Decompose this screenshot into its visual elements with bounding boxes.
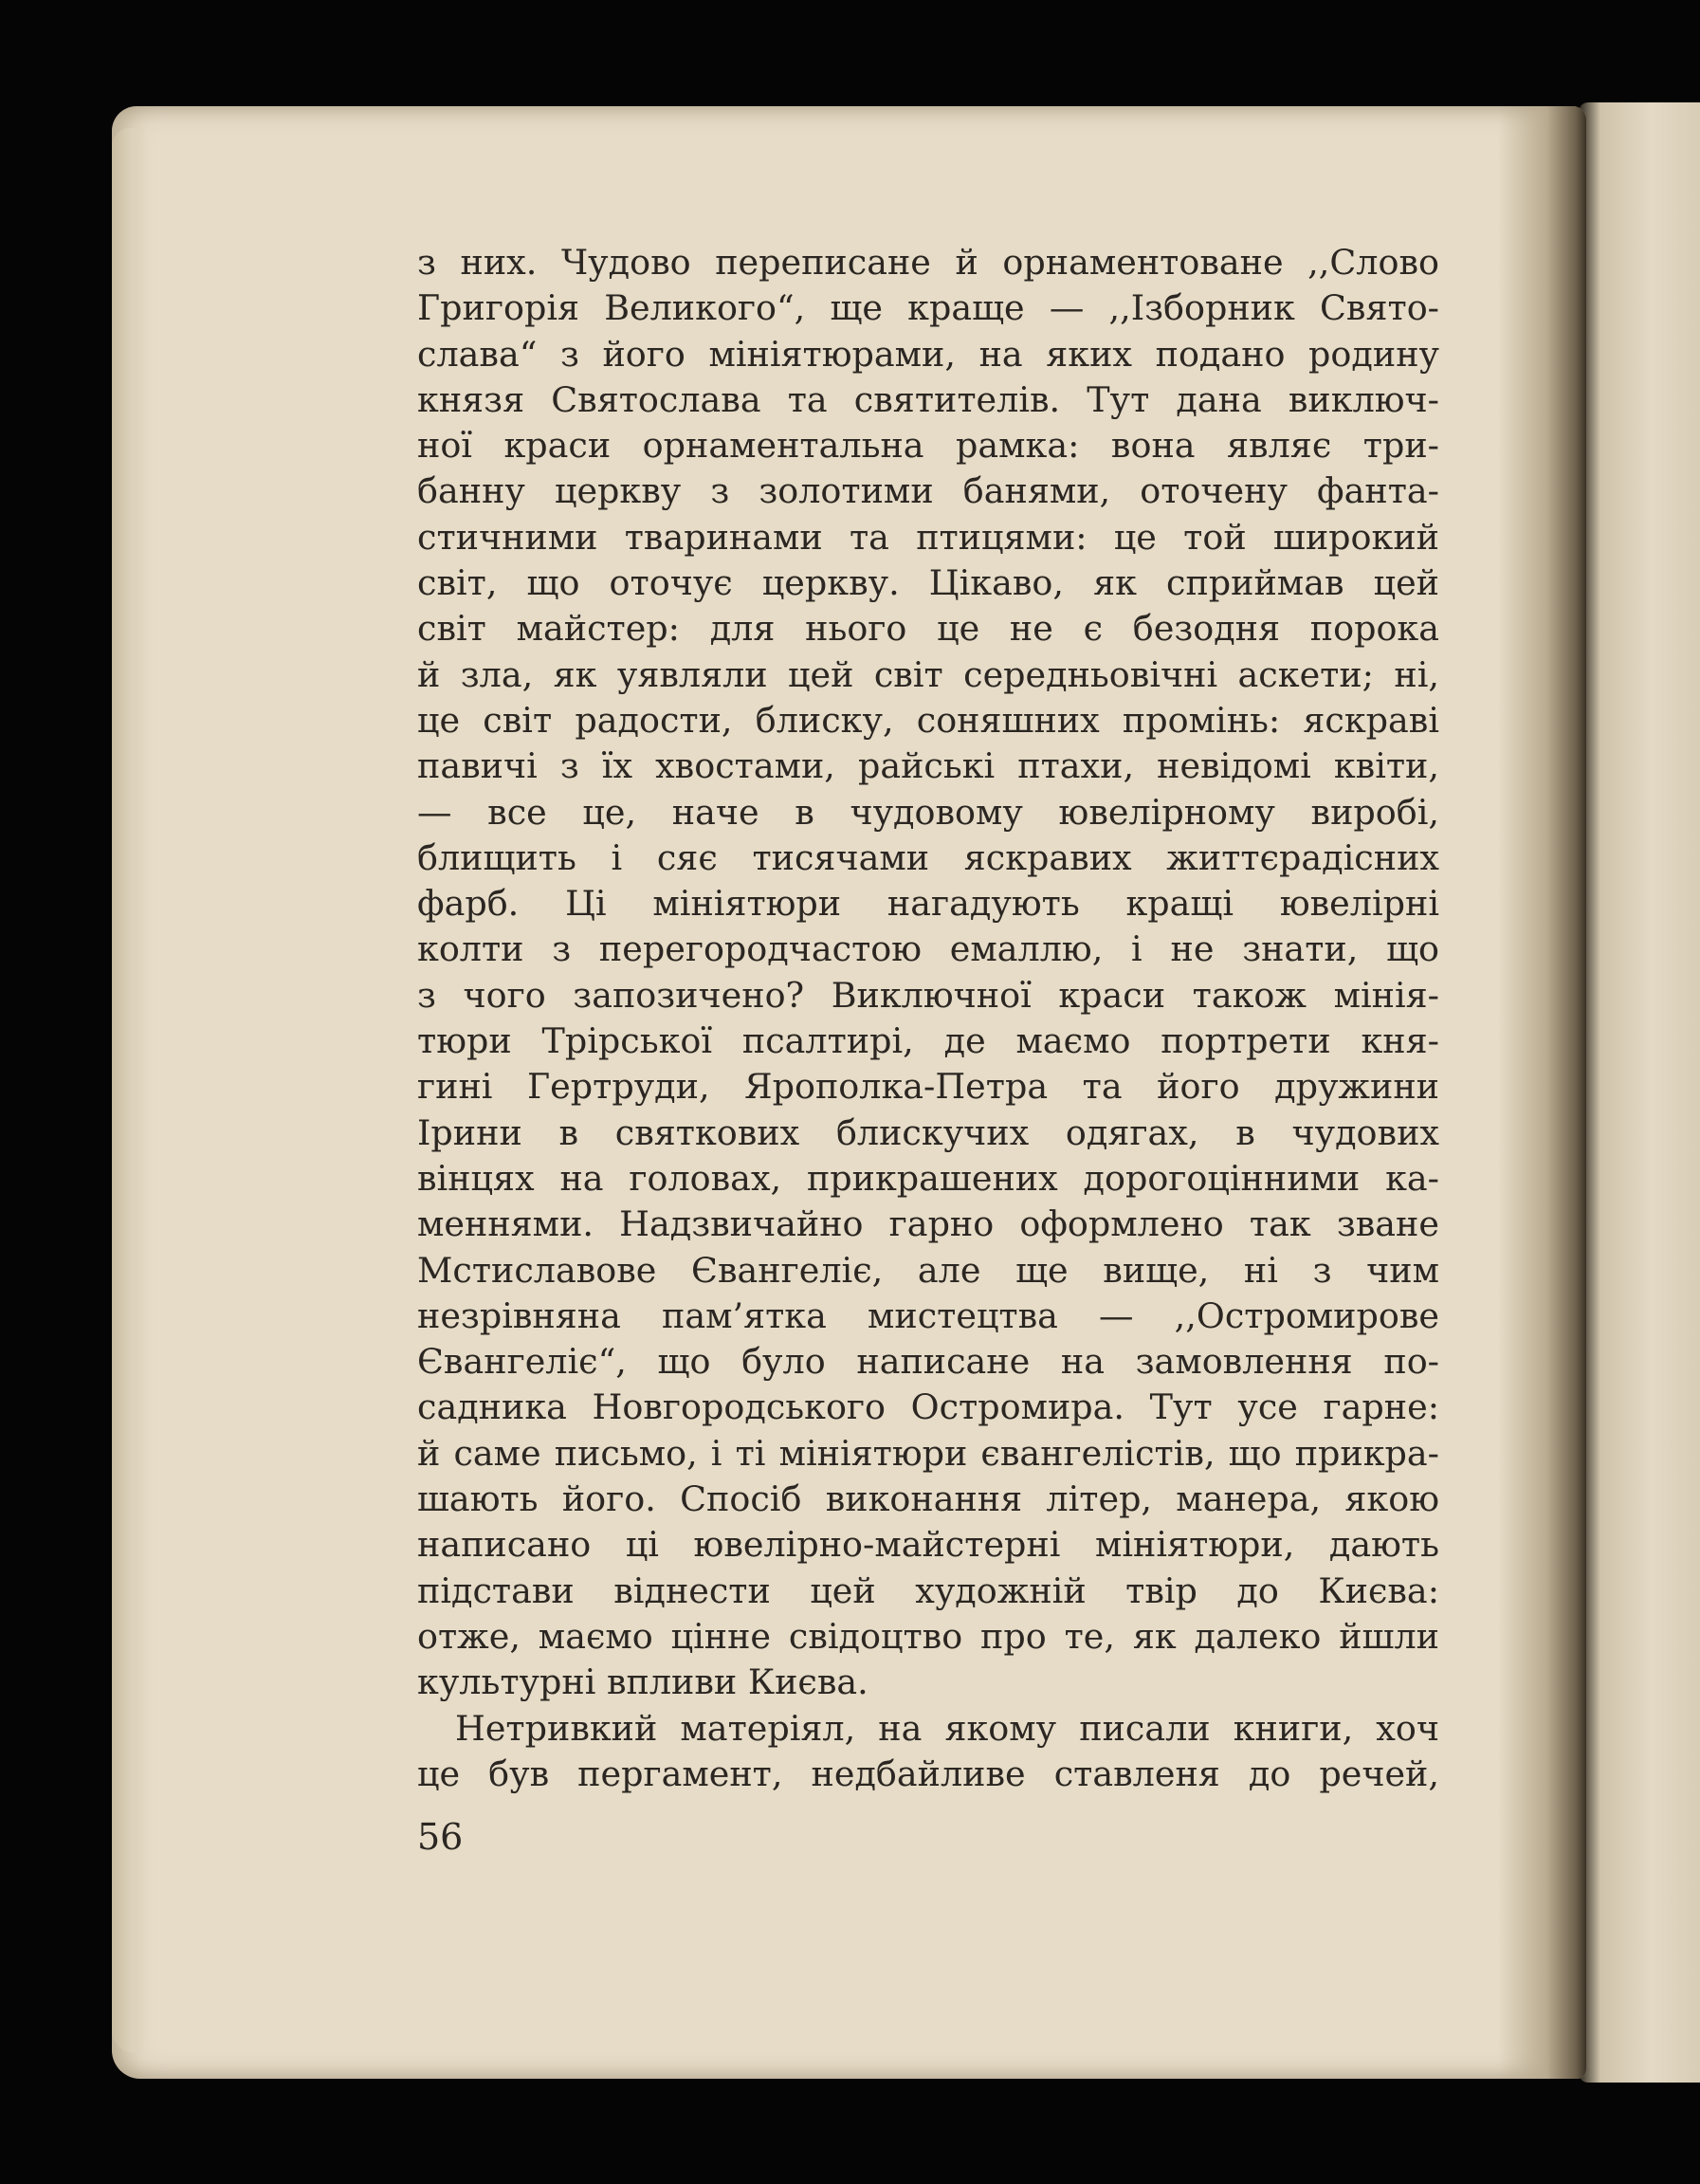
adjacent-page-edge (1579, 102, 1700, 2083)
text-line: меннями. Надзвичайно гарно оформлено так зване (417, 1203, 1439, 1245)
text-line: з них. Чудово переписане й орнаментоване ,,Слово (417, 242, 1439, 283)
text-line: Ірини в святкових блискучих одягах, в чудових (417, 1111, 1439, 1153)
text-line: блищить і сяє тисячами яскравих життєрадісних (417, 836, 1439, 878)
text-line: гині Гертруди, Ярополка-Петра та його дружини (417, 1066, 1439, 1108)
text-line: й саме письмо, і ті мініятюри євангелістів, що прикра- (417, 1432, 1439, 1474)
text-line: ної краси орнаментальна рамка: вона являє три- (417, 425, 1439, 467)
text-line: вінцях на головах, прикрашених дорогоцінними ка- (417, 1157, 1439, 1199)
text-line: князя Святослава та святителів. Тут дана виключ- (417, 378, 1439, 420)
text-line: Євангеліє“, що було написане на замовлення по- (417, 1341, 1439, 1383)
text-line: павичі з їх хвостами, райські птахи, невідомі квіти, (417, 745, 1439, 787)
text-line: підстави віднести цей художній твір до Києва: (417, 1569, 1439, 1611)
body-text (417, 240, 1439, 1797)
text-line: це світ радости, блиску, соняшних промінь: яскраві (417, 699, 1439, 741)
text-line: світ майстер: для нього це не є безодня порока (417, 608, 1439, 650)
text-line: тюри Трірської псалтирі, де маємо портрети кня- (417, 1020, 1439, 1062)
text-line: світ, що оточує церкву. Цікаво, як сприймав цей (417, 562, 1439, 604)
text-line: банну церкву з золотими банями, оточену фанта- (417, 470, 1439, 512)
text-line: колти з перегородчастою емаллю, і не знати, що (417, 928, 1439, 970)
text-line: написано ці ювелірно-майстерні мініятюри, дають (417, 1524, 1439, 1566)
text-line: незрівняна пам’ятка мистецтва — ,,Остромирове (417, 1294, 1439, 1336)
text-line: з чого запозичено? Виключної краси також мінія- (417, 974, 1439, 1016)
text-line: садника Новгородського Остромира. Тут усе гарне: (417, 1386, 1439, 1428)
book-gutter-shadow (1498, 106, 1586, 2079)
text-line: фарб. Ці мініятюри нагадують кращі ювелірні (417, 883, 1439, 925)
text-line: Мстиславове Євангеліє, але ще вище, ні з чим (417, 1249, 1439, 1291)
text-line: отже, маємо цінне свідоцтво про те, як далеко йшли (417, 1615, 1439, 1657)
text-line: стичними тваринами та птицями: це той широкий (417, 516, 1439, 558)
text-line: шають його. Спосіб виконання літер, манера, якою (417, 1478, 1439, 1520)
text-line: культурні впливи Києва. (417, 1661, 868, 1703)
text-line: Нетривкий матеріял, на якому писали книги, хоч (455, 1707, 1439, 1749)
text-line: це був пергамент, недбайливе ставленя до речей, (417, 1753, 1439, 1794)
text-line: й зла, як уявляли цей світ середньовічні аскети; ні, (417, 653, 1439, 695)
text-line: Григорія Великого“, ще краще — ,,Ізборник Свято- (417, 287, 1439, 329)
text-line: — все це, наче в чудовому ювелірному виробі, (417, 791, 1439, 833)
page-number: 56 (417, 1816, 464, 1858)
text-line: слава“ з його мініятюрами, на яких подано родину (417, 333, 1439, 375)
page-left-edge-shading (112, 128, 146, 2053)
